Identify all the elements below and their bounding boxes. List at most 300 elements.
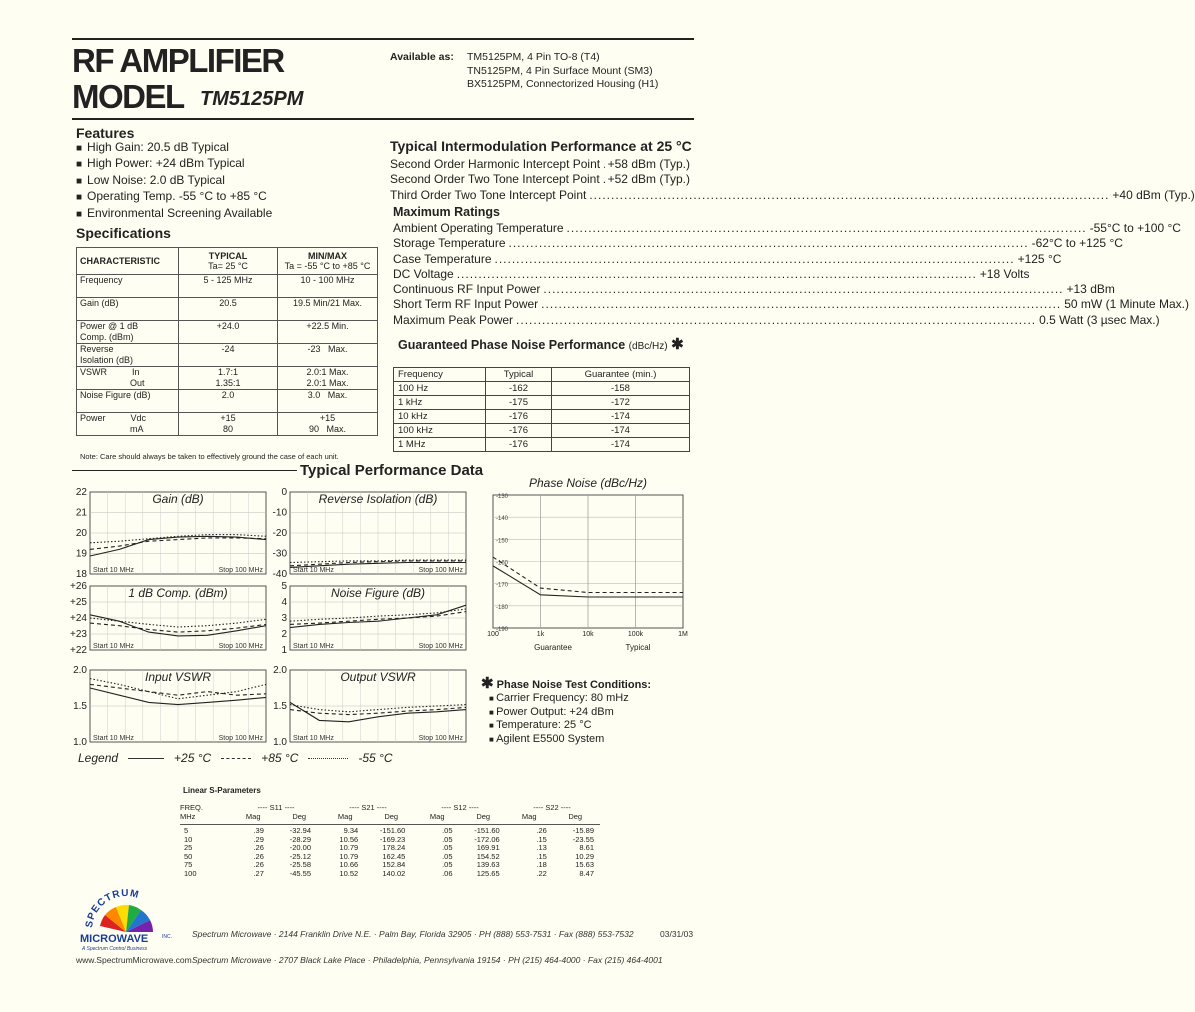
spec-col-typical-label: TYPICAL (208, 251, 248, 261)
x-start-label: Start 10 MHz (293, 735, 334, 742)
sparams-cell: 8.47 (579, 868, 594, 878)
sparams-cell: 5 (184, 826, 189, 835)
y-tick-label: 2.0 (73, 665, 87, 676)
spec-line-label: Short Term RF Input Power (393, 297, 539, 312)
spec-line-value: -55°C to +100 °C (1089, 221, 1181, 235)
pn-cell: -174 (551, 410, 689, 424)
pn-cell: -174 (551, 424, 689, 438)
y-tick-label: 1.5 (73, 701, 87, 712)
sparams-cell: .15 (536, 834, 547, 844)
spec-line-value: +58 dBm (Typ.) (607, 157, 690, 171)
sparams-cell: .26 (253, 843, 264, 852)
x-start-label: Start 10 MHz (293, 643, 334, 650)
sparams-cell: -25.58 (289, 860, 312, 869)
spec-cell: Reverse Isolation (dB) (77, 344, 179, 367)
y-tick-label: -40 (272, 569, 287, 580)
leader-dots (457, 267, 977, 282)
spec-row (77, 321, 378, 344)
logo-tagline: A Spectrum Control Business (82, 946, 148, 952)
sparams-cell: .26 (253, 851, 264, 861)
header-rule (72, 118, 694, 120)
sparams-cell: 154.52 (476, 851, 500, 861)
sparams-cell: 10.52 (339, 868, 359, 878)
phase-noise-heading (398, 335, 684, 353)
leader-dots (567, 221, 1087, 236)
x-stop-label: Stop 100 MHz (418, 567, 463, 574)
pn-col-guarantee: Guarantee (min.) (551, 368, 689, 382)
pn-cell: 100 Hz (394, 382, 486, 396)
chart-ivswr (73, 665, 266, 748)
spec-col-characteristic: CHARACTERISTIC (77, 248, 179, 275)
sparams-deg: Deg (292, 812, 307, 821)
y-tick-label: -150 (496, 538, 509, 545)
chart-title: Gain (dB) (152, 492, 204, 506)
chart-isolation (273, 487, 466, 580)
pn-row (394, 382, 690, 396)
sparams-group-s11: S11 (269, 803, 283, 812)
spec-cell: +22.5 Min. (278, 321, 378, 344)
y-tick-label: 1.0 (273, 737, 287, 748)
y-tick-label: -170 (496, 582, 509, 589)
sparams-mag: Mag (337, 812, 353, 821)
logo-arc-text: SPECTRUM (83, 887, 141, 929)
sparams-cell: .22 (536, 868, 547, 878)
sparams-cell: .26 (253, 860, 264, 869)
sparams-cell: -45.55 (289, 868, 312, 878)
sparams-cell: .39 (253, 826, 264, 835)
sparams-cell: -20.00 (289, 843, 312, 852)
y-tick-label: 1 (281, 645, 287, 656)
spec-line (393, 251, 1062, 267)
ratings-list (393, 221, 1189, 328)
spec-line-value: +13 dBm (1066, 282, 1115, 297)
bullet-icon: ■ (489, 734, 497, 744)
sparams-mag: Mag (245, 812, 261, 821)
sparams-cell: .29 (253, 834, 264, 844)
spec-col-minmax-label: MIN/MAX (308, 251, 347, 261)
spec-col-minmax-sub: Ta = -55 °C to +85 °C (284, 261, 371, 271)
pn-condition-text: Power Output: +24 dBm (496, 705, 614, 718)
leader-dots (603, 172, 605, 187)
spec-cell: -24 (179, 344, 278, 367)
y-tick-label: -10 (272, 507, 287, 519)
ratings-heading: Maximum Ratings (393, 205, 500, 219)
sparams-cell: 10 (184, 834, 193, 844)
sparams-cell: 9.34 (343, 826, 359, 835)
features-heading: Features (76, 125, 135, 141)
sparams-cell: -151.60 (379, 826, 406, 835)
x-tick-label: 10k (582, 631, 594, 638)
features-list (76, 140, 272, 222)
feature-item: ■ Operating Temp. -55 °C to +85 °C (76, 189, 272, 205)
chart-title: Reverse Isolation (dB) (318, 492, 438, 506)
sparams-cell: 10.79 (339, 851, 359, 861)
sparams-table (180, 827, 598, 878)
chart-nf (281, 581, 466, 656)
sparams-cell: 10.56 (339, 834, 359, 844)
spec-row (77, 367, 378, 390)
pn-cell: -175 (486, 396, 552, 410)
spec-cell: 20.5 (179, 298, 278, 321)
y-tick-label: 2.0 (273, 665, 287, 676)
chart-title: 1 dB Comp. (dBm) (128, 586, 228, 600)
sparams-heading: Linear S-Parameters (183, 786, 261, 795)
leader-dots (495, 252, 1015, 267)
footer-line2: Spectrum Microwave · 2707 Black Lake Place · Philadelphia, Pennsylvania 19154 · PH (215) 464-4000 · Fax (215) 464-4001 (192, 955, 663, 965)
sparams-header: FREQ. MHz ---- S11 ---- Mag Deg ---- S21 ---- Mag Deg ---- S12 ---- Mag Deg ---- S22 ---- Mag Deg (180, 803, 583, 821)
sparams-cell: .05 (442, 834, 453, 844)
perf-title: Typical Performance Data (300, 462, 484, 479)
x-tick-label: 100k (627, 631, 644, 638)
performance-charts (72, 478, 472, 750)
spec-line-value: +18 Volts (979, 266, 1030, 281)
spec-cell: Frequency (77, 275, 179, 298)
y-tick-label: 0 (281, 487, 287, 498)
spec-cell: 5 - 125 MHz (179, 275, 278, 298)
x-stop-label: Stop 100 MHz (218, 735, 263, 742)
spec-line (393, 266, 1030, 282)
spec-line (393, 297, 1189, 312)
phase-noise-heading-text: Guaranteed Phase Noise Performance (398, 338, 626, 352)
x-stop-label: Stop 100 MHz (218, 567, 263, 574)
pn-cell: -162 (486, 382, 552, 396)
pn-row (394, 424, 690, 438)
spec-note: Note: Care should always be taken to effectively ground the case of each unit. (80, 452, 339, 461)
legend-label: Legend (78, 751, 119, 765)
sparams-cell: .05 (442, 843, 453, 852)
sparams-freq-unit: MHz (180, 812, 196, 821)
y-tick-label: -30 (272, 548, 287, 560)
sparams-block (180, 803, 600, 878)
spec-line-label: Maximum Peak Power (393, 312, 514, 327)
bullet-icon: ■ (489, 694, 497, 703)
spec-line-value: +125 °C (1017, 251, 1062, 266)
page-title: RF AMPLIFIER (72, 42, 284, 79)
spec-cell: Power Vdc mA (77, 413, 179, 436)
spec-line (393, 236, 1123, 251)
legend-typical: Typical (625, 643, 651, 652)
sparams-cell: .05 (442, 826, 453, 835)
y-tick-label: +24 (70, 613, 87, 624)
sparams-cell: 10.66 (339, 860, 359, 869)
legend-guarantee: Guarantee (534, 643, 572, 652)
legend-line-dotted (308, 758, 348, 759)
sparams-cell: 162.45 (382, 851, 406, 861)
y-tick-label: -160 (496, 560, 509, 567)
y-tick-label: +26 (70, 581, 87, 592)
sparams-cell: 8.61 (579, 843, 594, 852)
spec-line-value: 0.5 Watt (3 µsec Max.) (1039, 312, 1160, 327)
spectrum-logo (78, 880, 174, 956)
y-tick-label: 20 (75, 528, 87, 539)
bullet-icon: ■ (489, 721, 497, 730)
sparams-cell: 169.91 (476, 843, 500, 852)
pn-condition-item (489, 692, 651, 706)
legend-25c: +25 °C (174, 751, 212, 765)
phase-noise-chart (478, 475, 693, 665)
pn-cell: 1 MHz (394, 438, 486, 452)
y-tick-label: 19 (75, 548, 87, 560)
spec-line (393, 312, 1160, 328)
y-tick-label: 1.5 (273, 701, 287, 712)
sparams-cell: 100 (184, 868, 197, 878)
sparams-deg: Deg (384, 812, 399, 821)
pn-cell: -176 (486, 438, 552, 452)
pn-col-typical: Typical (486, 368, 552, 382)
spec-line-label: Second Order Harmonic Intercept Point (390, 157, 601, 171)
sparams-cell: -25.12 (289, 851, 312, 861)
y-tick-label: 3 (281, 613, 287, 624)
sparams-cell: 178.24 (382, 843, 406, 852)
sparams-cell: 139.63 (476, 860, 500, 869)
pn-row (394, 396, 690, 410)
x-start-label: Start 10 MHz (93, 735, 134, 742)
leader-dots (543, 282, 1063, 297)
available-item: BX5125PM, Connectorized Housing (H1) (467, 78, 659, 90)
star-icon: ✱ (671, 336, 684, 353)
feature-item: ■ Low Noise: 2.0 dB Typical (76, 173, 272, 189)
x-tick-label: 1M (678, 631, 688, 638)
model-number: TM5125PM (200, 88, 304, 110)
sparams-cell: 125.65 (476, 868, 500, 878)
spec-cell: Noise Figure (dB) (77, 390, 179, 413)
sparams-cell: .13 (536, 843, 547, 852)
y-tick-label: 4 (281, 597, 287, 608)
bullet-icon: ■ (489, 707, 497, 717)
specifications-table (76, 247, 378, 436)
chart-gain (76, 487, 266, 580)
sparams-cell: -28.29 (289, 834, 312, 844)
spec-cell: 19.5 Min/21 Max. (278, 298, 378, 321)
y-tick-label: +23 (70, 629, 87, 640)
star-icon: ✱ (481, 675, 494, 692)
spec-cell: Power @ 1 dB Comp. (dBm) (77, 321, 179, 344)
feature-item: ■ Environmental Screening Available (76, 206, 272, 222)
sparams-rule (180, 824, 600, 825)
sparams-cell: 10.79 (339, 843, 359, 852)
sparams-cell: .27 (253, 868, 264, 878)
specifications-heading: Specifications (76, 225, 171, 241)
pn-condition-item (489, 706, 651, 720)
spec-line-value: +52 dBm (Typ.) (607, 172, 690, 187)
spec-line (393, 282, 1115, 297)
spec-line-label: DC Voltage (393, 266, 454, 281)
y-tick-label: 18 (75, 569, 87, 580)
y-tick-label: 2 (281, 629, 287, 640)
spec-col-typical-sub: Ta= 25 °C (208, 261, 248, 271)
spec-cell: 3.0 Max. (278, 390, 378, 413)
x-tick-label: 100 (487, 631, 499, 638)
chart-title: Output VSWR (340, 670, 416, 684)
spec-row (77, 298, 378, 321)
spec-line-value: 50 mW (1 Minute Max.) (1064, 297, 1189, 312)
sparams-cell: -23.55 (572, 834, 594, 844)
x-start-label: Start 10 MHz (93, 567, 134, 574)
pn-condition-text: Agilent E5500 System (496, 732, 605, 745)
sparams-cell: .26 (536, 826, 547, 835)
spec-row (77, 275, 378, 298)
sparams-cell: -32.94 (289, 826, 312, 835)
sparams-cell: 50 (184, 851, 193, 861)
spec-line-value: +40 dBm (Typ.) (1112, 187, 1195, 202)
logo-name: MICROWAVE (80, 933, 149, 945)
sparams-cell: -151.60 (474, 826, 500, 835)
spec-cell: 10 - 100 MHz (278, 275, 378, 298)
chart-title: Input VSWR (144, 670, 212, 684)
y-tick-label: 22 (75, 487, 87, 498)
page-title-model: MODEL (72, 78, 184, 115)
pn-conditions-list (481, 692, 651, 746)
available-item: TM5125PM, 4 Pin TO-8 (T4) (467, 51, 600, 63)
pn-condition-item (489, 719, 651, 733)
y-tick-label: -180 (496, 604, 509, 611)
spec-line (390, 157, 690, 172)
legend-85c: +85 °C (261, 751, 299, 765)
pn-conditions-heading: Phase Noise Test Conditions: (496, 679, 652, 691)
y-tick-label: 1.0 (73, 737, 87, 748)
sparams-freq-label: FREQ. (180, 803, 203, 812)
leader-dots (589, 188, 1109, 203)
pn-cell: 100 kHz (394, 424, 486, 438)
chart-title: Phase Noise (dBc/Hz) (528, 476, 648, 490)
spec-line-label: Storage Temperature (393, 236, 506, 251)
sparams-mag: Mag (429, 812, 445, 821)
logo-reg: INC. (162, 934, 172, 940)
phase-noise-unit: (dBc/Hz) (628, 341, 668, 352)
sparams-group-s22: S22 (545, 803, 559, 812)
available-label: Available as: (390, 51, 454, 63)
sparams-cell: -172.06 (474, 834, 500, 844)
spec-line-label: Third Order Two Tone Intercept Point (390, 187, 587, 202)
legend-line-solid (128, 758, 164, 759)
legend-line-dashed (221, 758, 251, 759)
sparams-group-s12: S12 (453, 803, 467, 812)
spec-col-minmax (278, 248, 378, 275)
sparams-group-s21: S21 (361, 803, 375, 812)
pn-row (394, 438, 690, 452)
sparams-cell: -15.89 (572, 826, 594, 835)
imd-heading: Typical Intermodulation Performance at 25 °C (390, 138, 692, 154)
spec-line-label: Case Temperature (393, 251, 492, 266)
top-rule (72, 38, 694, 40)
spec-row (77, 390, 378, 413)
spec-cell: Gain (dB) (77, 298, 179, 321)
sp-body (180, 827, 598, 878)
sparams-cell: 15.63 (575, 860, 594, 869)
leader-dots (603, 157, 605, 172)
feature-item: ■ High Gain: 20.5 dB Typical (76, 140, 272, 156)
available-item: TN5125PM, 4 Pin Surface Mount (SM3) (467, 64, 653, 77)
spec-line-label: Continuous RF Input Power (393, 282, 541, 297)
spec-line (390, 187, 1195, 203)
x-start-label: Start 10 MHz (293, 567, 334, 574)
spec-cell: +24.0 (179, 321, 278, 344)
perf-rule-left (72, 470, 297, 471)
sparams-cell: .05 (442, 860, 453, 869)
spec-cell: VSWR In Out (77, 367, 179, 390)
sparams-cell: .05 (442, 851, 453, 861)
x-stop-label: Stop 100 MHz (418, 735, 463, 742)
spec-row (77, 344, 378, 367)
sparams-row (180, 870, 598, 879)
spec-line-label: Ambient Operating Temperature (393, 221, 564, 235)
legend (78, 751, 393, 765)
y-tick-label: -190 (496, 627, 509, 633)
spec-row (77, 413, 378, 436)
spec-line-label: Second Order Two Tone Intercept Point (390, 172, 600, 187)
phase-noise-table (393, 367, 690, 452)
sparams-cell: .06 (442, 868, 453, 878)
x-stop-label: Stop 100 MHz (418, 643, 463, 650)
pn-row (394, 410, 690, 424)
spec-body (77, 275, 378, 436)
pn-cell: -176 (486, 424, 552, 438)
feature-item: ■ High Power: +24 dBm Typical (76, 156, 272, 172)
sparams-cell: -169.23 (379, 834, 406, 844)
sparams-cell: 140.02 (382, 868, 406, 878)
pn-body (394, 382, 690, 452)
spec-line (393, 221, 1181, 236)
pn-condition-item (489, 733, 651, 747)
sparams-cell: .15 (536, 851, 547, 861)
y-tick-label: +22 (70, 645, 87, 656)
pn-conditions (481, 674, 651, 746)
pn-condition-text: Temperature: 25 °C (496, 719, 592, 731)
x-stop-label: Stop 100 MHz (218, 643, 263, 650)
y-tick-label: +25 (70, 597, 87, 608)
leader-dots (541, 297, 1061, 312)
footer-line1: Spectrum Microwave · 2144 Franklin Drive N.E. · Palm Bay, Florida 32905 · PH (888) 553-7531 · Fax (888) 553-7532 (192, 929, 634, 939)
spec-line (390, 172, 690, 187)
x-start-label: Start 10 MHz (93, 643, 134, 650)
sparams-cell: 10.29 (575, 851, 594, 861)
spec-cell: +15 90 Max. (278, 413, 378, 436)
pn-cell: 10 kHz (394, 410, 486, 424)
pn-cell: -158 (551, 382, 689, 396)
y-tick-label: 5 (281, 581, 287, 592)
chart-ovswr (273, 665, 466, 748)
available-list (467, 51, 658, 92)
pn-col-frequency: Frequency (394, 368, 486, 382)
y-tick-label: -130 (496, 494, 509, 500)
spec-cell: 2.0:1 Max. 2.0:1 Max. (278, 367, 378, 390)
sparams-deg: Deg (476, 812, 491, 821)
logo-rays (100, 905, 153, 932)
imd-list (390, 157, 1195, 203)
legend-minus55c: -55 °C (358, 751, 393, 765)
sparams-deg: Deg (568, 812, 583, 821)
spec-cell: 2.0 (179, 390, 278, 413)
footer-date: 03/31/03 (660, 929, 694, 939)
leader-dots (516, 313, 1036, 328)
pn-condition-text: Carrier Frequency: 80 mHz (496, 692, 629, 704)
footer-url[interactable]: www.SpectrumMicrowave.com (76, 955, 192, 965)
y-tick-label: -140 (496, 516, 509, 523)
x-tick-label: 1k (536, 631, 545, 638)
y-tick-label: -20 (272, 528, 287, 539)
spec-col-typical (179, 248, 278, 275)
sparams-cell: 152.84 (382, 860, 406, 869)
y-tick-label: 21 (75, 507, 87, 519)
pn-cell: -174 (551, 438, 689, 452)
sparams-mag: Mag (521, 812, 537, 821)
pn-cell: -176 (486, 410, 552, 424)
leader-dots (509, 236, 1029, 251)
spec-cell: 1.7:1 1.35:1 (179, 367, 278, 390)
spec-cell: +15 80 (179, 413, 278, 436)
pn-cell: -172 (551, 396, 689, 410)
chart-comp (70, 581, 266, 656)
